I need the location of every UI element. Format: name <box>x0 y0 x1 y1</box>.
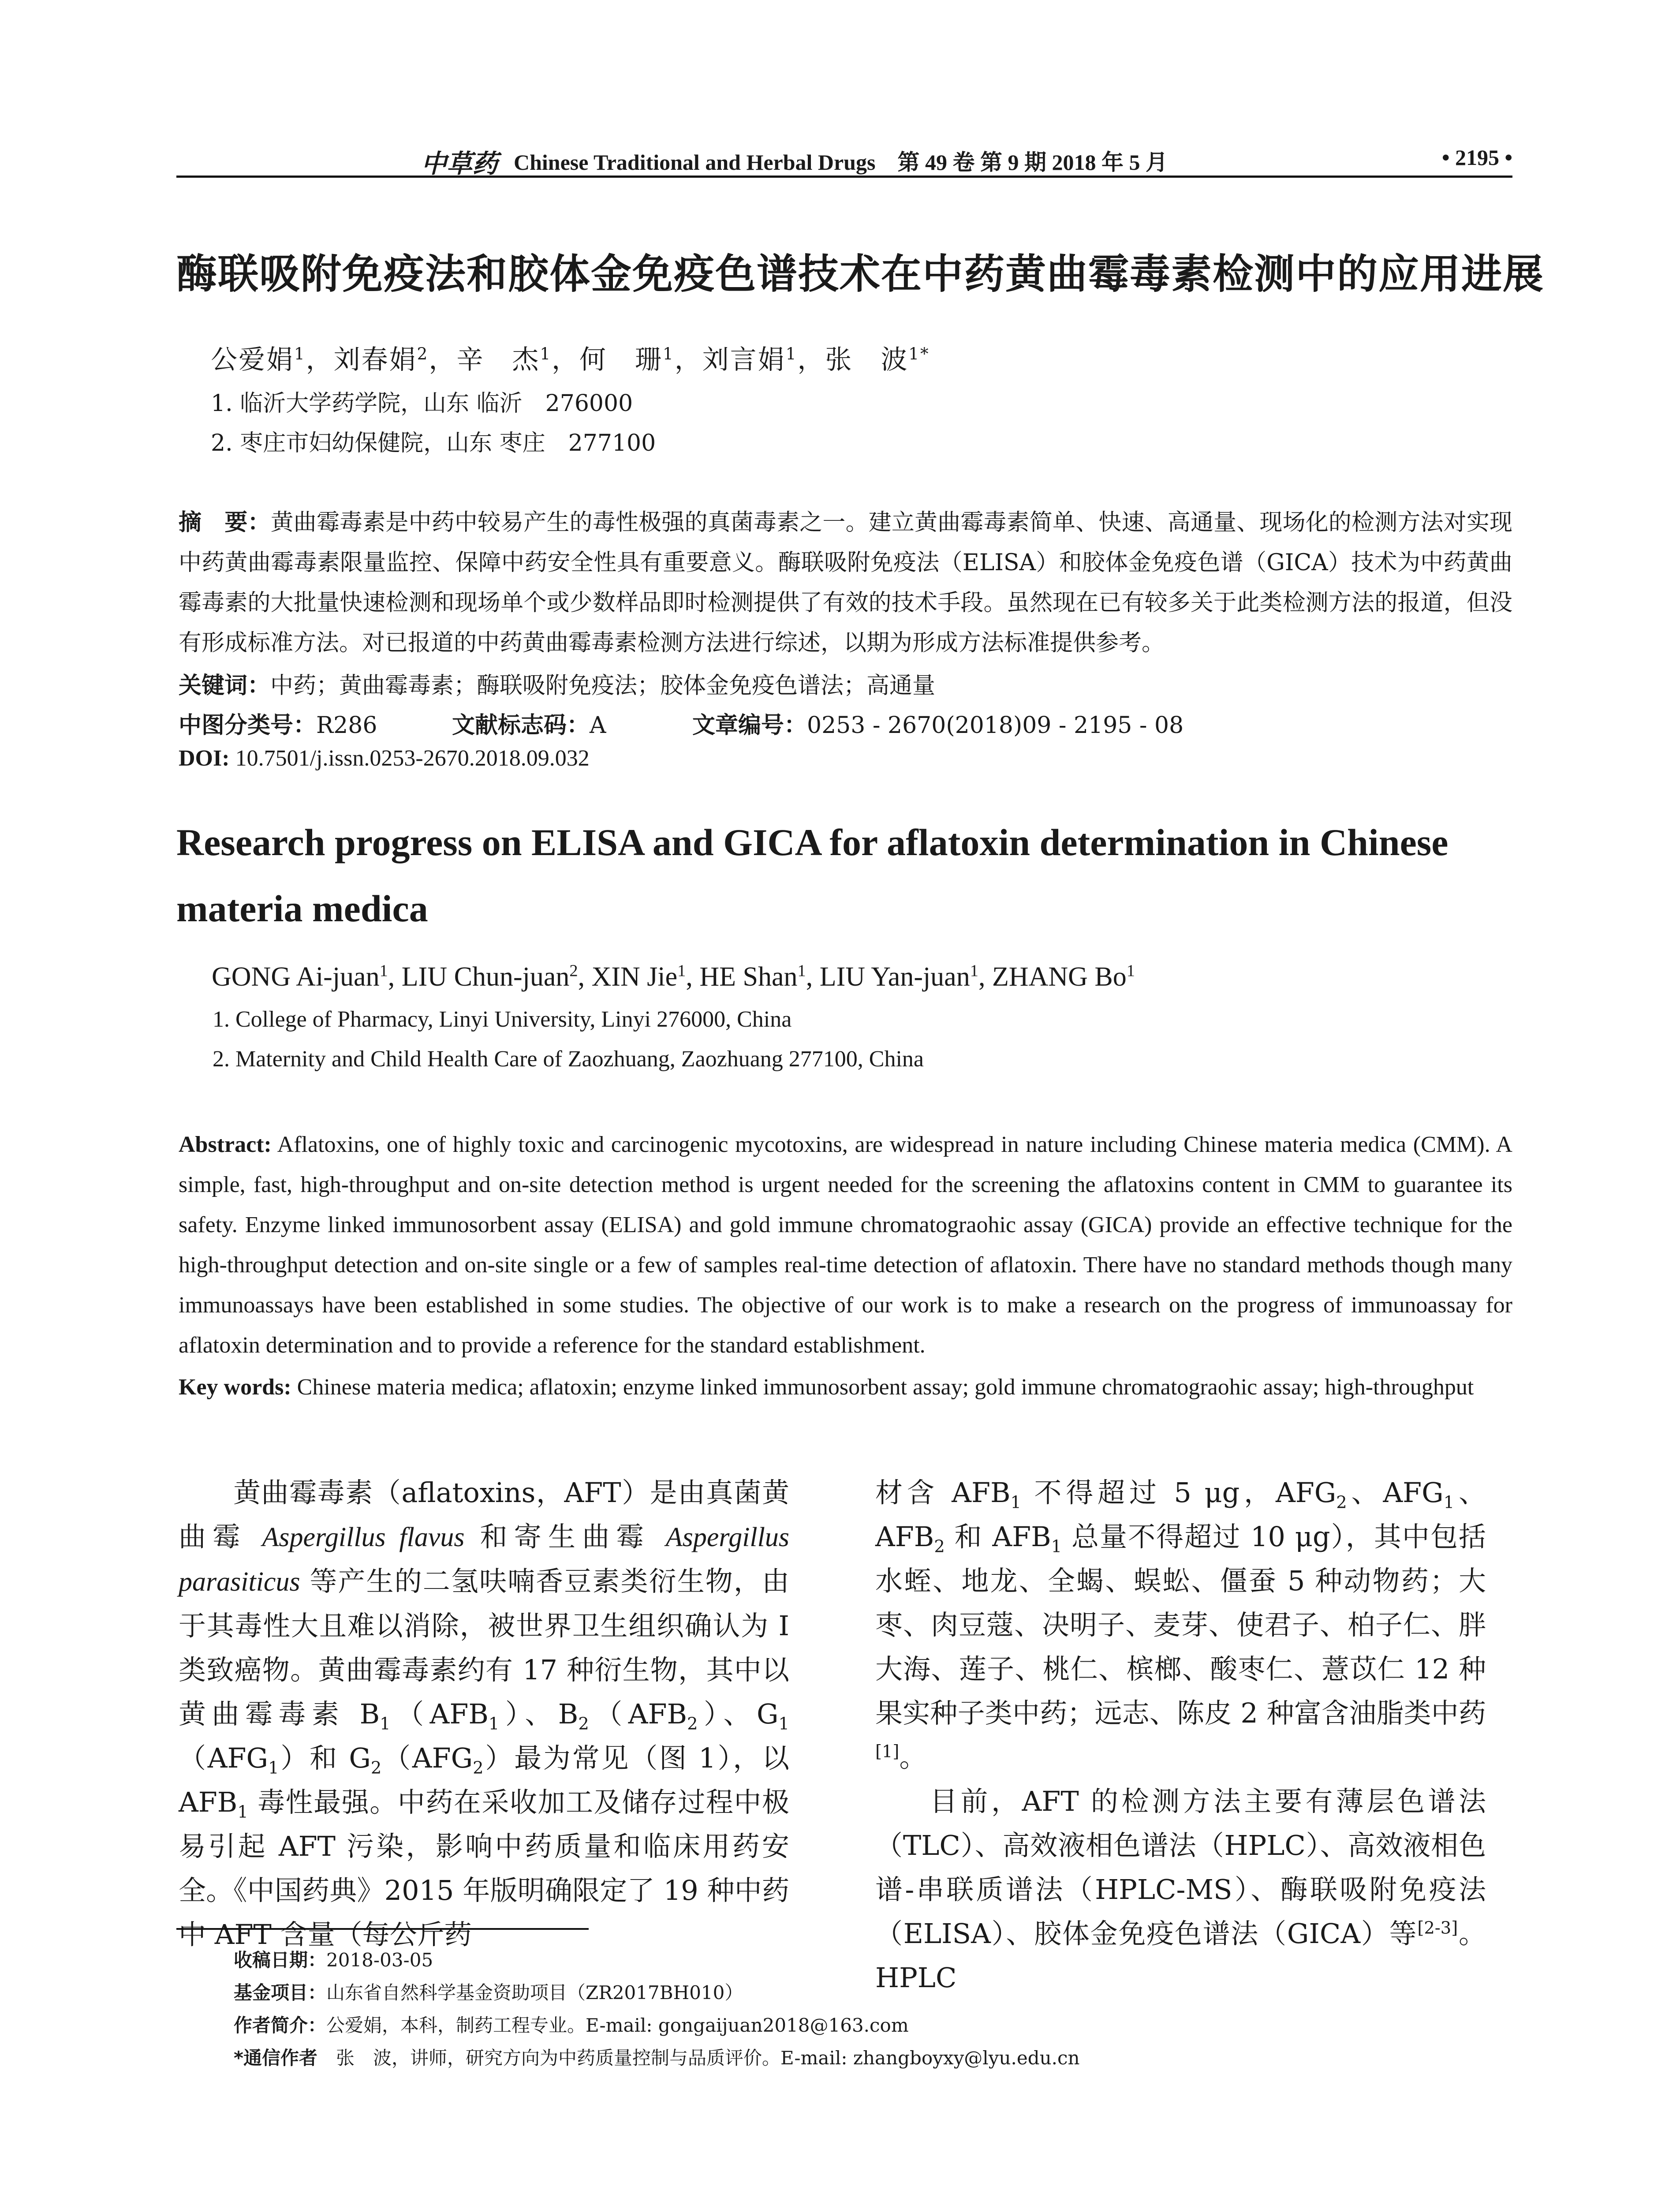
affiliation-cn: 1. 临沂大学药学院，山东 临沂 276000 <box>211 390 633 417</box>
footnote-corresponding <box>234 2044 1080 2070</box>
footnote-label: *通信作者 <box>234 2047 317 2069</box>
subscript: 2 <box>473 1758 484 1778</box>
body-text: （AFB <box>390 1698 489 1730</box>
keywords-en-label: Key words: <box>179 1375 291 1400</box>
title-cn: 酶联吸附免疫法和胶体金免疫色谱技术在中药黄曲霉毒素检测中的应用进展 <box>176 250 1545 298</box>
body-text: 目前，AFT 的检测方法主要有薄层色谱法（TLC）、高效液相色谱法（HPLC）、高效液相色谱-串联质谱法（HPLC-MS）、酶联吸附免疫法（ELISA）、胶体金免疫色谱法（GICA）等 <box>875 1785 1486 1950</box>
body-paragraph <box>875 1779 1486 2000</box>
clc-value: R286 <box>316 712 377 739</box>
abstract-cn-label: 摘 要： <box>179 509 271 536</box>
author-cn: 何 珊 <box>579 344 663 375</box>
header-rule <box>176 176 1512 178</box>
body-paragraph <box>179 1471 789 1957</box>
body-text: ）、G <box>698 1698 779 1730</box>
body-text: 黄曲霉毒素（aflatoxins，AFT）是由真菌黄曲霉 <box>179 1476 789 1553</box>
subscript: 1 <box>237 1802 248 1822</box>
subscript: 2 <box>578 1714 589 1734</box>
subscript: 1 <box>380 1714 391 1734</box>
author-en-sup: 1 <box>970 961 978 980</box>
abstract-en <box>179 1125 1512 1365</box>
author-en: HE Shan <box>699 962 798 992</box>
abstract-en-text: Aflatoxins, one of highly toxic and carcinogenic mycotoxins, are widespread in nature including Chinese materia medica (CMM). A simple, fast, high-throughput and on-site detection method is urgent needed for the screening the aflatoxins content in CMM to guarantee its safety. Enzyme linked immunosorbent assay (ELISA) and gold immune chromatograohic assay (GICA) provide an effective technique for the high-throughput detection and on-site single or a few of samples real-time detection of aflatoxin. There have no standard methods though many immunoassays have been established in some studies. The objective of our work is to make a research on the progress of immunoassay for aflatoxin determination and to provide a reference for the standard establishment. <box>179 1132 1512 1358</box>
subscript: 1 <box>1051 1536 1062 1557</box>
author-en: ZHANG Bo <box>992 962 1127 992</box>
journal-logo: 中草药 <box>421 149 498 178</box>
body-column-left <box>179 1471 789 1957</box>
authors-cn: 公爱娟$^1$，刘春娟$^2$，辛 杰$^1$，何 珊$^1$，刘言娟$^1$，张 波$^{1*}$ <box>211 344 930 375</box>
body-text: 、AFG <box>1347 1476 1444 1509</box>
affiliation-en: 2. Maternity and Child Health Care of Zaozhuang, Zaozhuang 277100, China <box>213 1046 924 1072</box>
body-text: 和寄生曲霉 <box>464 1521 666 1553</box>
author-cn: 刘春娟 <box>333 344 417 375</box>
author-en: XIN Jie <box>591 962 678 992</box>
citation-ref[interactable]: [2-3] <box>1417 1918 1458 1938</box>
doc-code-label: 文献标志码： <box>452 712 590 739</box>
footnote-text: 2018-03-05 <box>326 1949 433 1971</box>
author-cn-sup: 2 <box>417 344 429 363</box>
species-name: Aspergillus parasiticus <box>179 1522 789 1597</box>
keywords-cn <box>179 667 935 700</box>
subscript: 2 <box>687 1714 698 1734</box>
body-text: 、AFB <box>875 1476 1486 1553</box>
body-text: 。HPLC <box>875 1917 1486 1994</box>
keywords-en <box>179 1367 1512 1407</box>
footnote-bio <box>234 2011 909 2037</box>
footnote-label: 作者简介： <box>234 2014 327 2036</box>
journal-title: Chinese Traditional and Herbal Drugs 第 49 卷 第 9 期 2018 年 5 月 <box>514 150 1168 175</box>
author-en-sup: 1 <box>797 961 806 980</box>
subscript: 1 <box>1443 1492 1455 1513</box>
body-text: ）和 G <box>279 1742 371 1774</box>
author-cn: 公爱娟 <box>211 344 294 375</box>
author-cn: 刘言娟 <box>702 344 786 375</box>
author-en-sup: 2 <box>569 961 578 980</box>
author-en-sup: 1 <box>677 961 686 980</box>
author-en: LIU Yan-juan <box>819 962 970 992</box>
abstract-cn <box>179 503 1512 663</box>
citation-ref[interactable]: [1] <box>875 1742 900 1762</box>
body-text: ）最为常见（图 1），以 AFB <box>179 1742 789 1818</box>
body-text: 。 <box>899 1741 927 1773</box>
body-text: 总量不得超过 10 μg），其中包括水蛭、地龙、全蝎、蜈蚣、僵蚕 5 种动物药；大枣、肉豆蔻、决明子、麦芽、使君子、柏子仁、胖大海、莲子、桃仁、槟榔、酸枣仁、薏苡仁 12 种果实种子类中药；远志、陈皮 2 种富含油脂类中药 <box>875 1521 1486 1729</box>
affiliation-cn: 2. 枣庄市妇幼保健院，山东 枣庄 277100 <box>211 430 656 456</box>
subscript: 1 <box>778 1714 789 1734</box>
author-en: GONG Ai-juan <box>212 962 380 992</box>
author-cn-sup: 1 <box>540 344 552 363</box>
author-cn-sup: 1 <box>663 344 675 363</box>
subscript: 2 <box>370 1758 382 1778</box>
keywords-en-text: Chinese materia medica; aflatoxin; enzyme linked immunosorbent assay; gold immune chromatograohic assay; high-throughput <box>297 1375 1474 1400</box>
footnote-text: 山东省自然科学基金资助项目（ZR2017BH010） <box>326 1982 743 2003</box>
subscript: 2 <box>1336 1492 1347 1513</box>
body-text: （AFB <box>589 1698 687 1730</box>
footnote-text: 张 波，讲师，研究方向为中药质量控制与品质评价。E-mail: zhangboyxy@lyu.edu.cn <box>317 2047 1080 2069</box>
keywords-cn-text: 中药；黄曲霉毒素；酶联吸附免疫法；胶体金免疫色谱法；高通量 <box>270 673 936 699</box>
subscript: 1 <box>1010 1492 1021 1513</box>
doi-value: 10.7501/j.issn.0253-2670.2018.09.032 <box>235 746 590 771</box>
subscript: 1 <box>268 1758 279 1778</box>
keywords-cn-label: 关键词： <box>179 673 271 699</box>
body-text: （AFG <box>381 1742 473 1774</box>
classification-line <box>179 706 1183 740</box>
author-en: LIU Chun-juan <box>401 962 570 992</box>
body-text: 和 AFB <box>945 1521 1051 1553</box>
page-number: • 2195 • <box>1441 145 1512 170</box>
clc-label: 中图分类号： <box>179 712 317 739</box>
doc-code-value: A <box>590 712 606 739</box>
body-text: （AFG <box>179 1742 269 1774</box>
footnote-label: 基金项目： <box>234 1982 327 2003</box>
abstract-cn-text: 黄曲霉毒素是中药中较易产生的毒性极强的真菌毒素之一。建立黄曲霉毒素简单、快速、高通量、现场化的检测方法对实现中药黄曲霉毒素限量监控、保障中药安全性具有重要意义。酶联吸附免疫法（ELISA）和胶体金免疫色谱（GICA）技术为中药黄曲霉毒素的大批量快速检测和现场单个或少数样品即时检测提供了有效的技术手段。虽然现在已有较多关于此类检测方法的报道，但没有形成标准方法。对已报道的中药黄曲霉毒素检测方法进行综述，以期为形成方法标准提供参考。 <box>179 509 1512 656</box>
author-cn: 张 波 <box>825 344 909 375</box>
subscript: 1 <box>488 1714 500 1734</box>
body-text: 材含 AFB <box>875 1476 1011 1509</box>
footnote-text: 公爱娟，本科，制药工程专业。E-mail: gongaijuan2018@163.com <box>326 2014 909 2036</box>
doi-line <box>179 745 590 771</box>
body-text: 不得超过 5 μg，AFG <box>1021 1476 1337 1509</box>
author-en-sup: 1 <box>379 961 388 980</box>
footnote-received <box>234 1946 433 1972</box>
author-cn: 辛 杰 <box>456 344 540 375</box>
footnote-fund <box>234 1978 743 2005</box>
article-number-label: 文章编号： <box>692 712 807 739</box>
author-cn-sup: 1 <box>785 344 798 363</box>
doi-label: DOI: <box>179 746 230 771</box>
author-cn-sup: 1* <box>908 344 930 363</box>
footnote-label: 收稿日期： <box>234 1949 327 1971</box>
author-en-sup: 1 <box>1126 961 1135 980</box>
body-column-right <box>875 1471 1486 2000</box>
body-text: 等产生的二氢呋喃香豆素类衍生物，由于其毒性大且难以消除，被世界卫生组织确认为 I 类致癌物。黄曲霉毒素约有 17 种衍生物，其中以黄曲霉毒素 B <box>179 1565 789 1730</box>
species-name: Aspergillus flavus <box>262 1522 465 1552</box>
body-paragraph <box>875 1471 1486 1779</box>
running-header <box>176 140 1512 176</box>
authors-en: GONG Ai-juan$^1$, LIU Chun-juan$^2$, XIN Jie$^1$, HE Shan$^1$, LIU Yan-juan$^1$, ZHANG Bo$^1$ <box>212 961 1135 992</box>
title-en: Research progress on ELISA and GICA for aflatoxin determination in Chinese materia medica <box>176 821 1449 930</box>
affiliation-en: 1. College of Pharmacy, Linyi University, Linyi 276000, China <box>213 1007 792 1032</box>
author-cn-sup: 1 <box>294 344 306 363</box>
body-text: ）、B <box>499 1698 579 1730</box>
footnote-rule <box>176 1928 589 1930</box>
subscript: 2 <box>934 1536 945 1557</box>
article-number-value: 0253 - 2670(2018)09 - 2195 - 08 <box>807 712 1184 739</box>
abstract-en-label: Abstract: <box>179 1132 272 1157</box>
body-text: 毒性最强。中药在采收加工及储存过程中极易引起 AFT 污染，影响中药质量和临床用药安全。《中国药典》2015 年版明确限定了 19 种中药中 AFT 含量（每公斤药 <box>179 1786 789 1951</box>
